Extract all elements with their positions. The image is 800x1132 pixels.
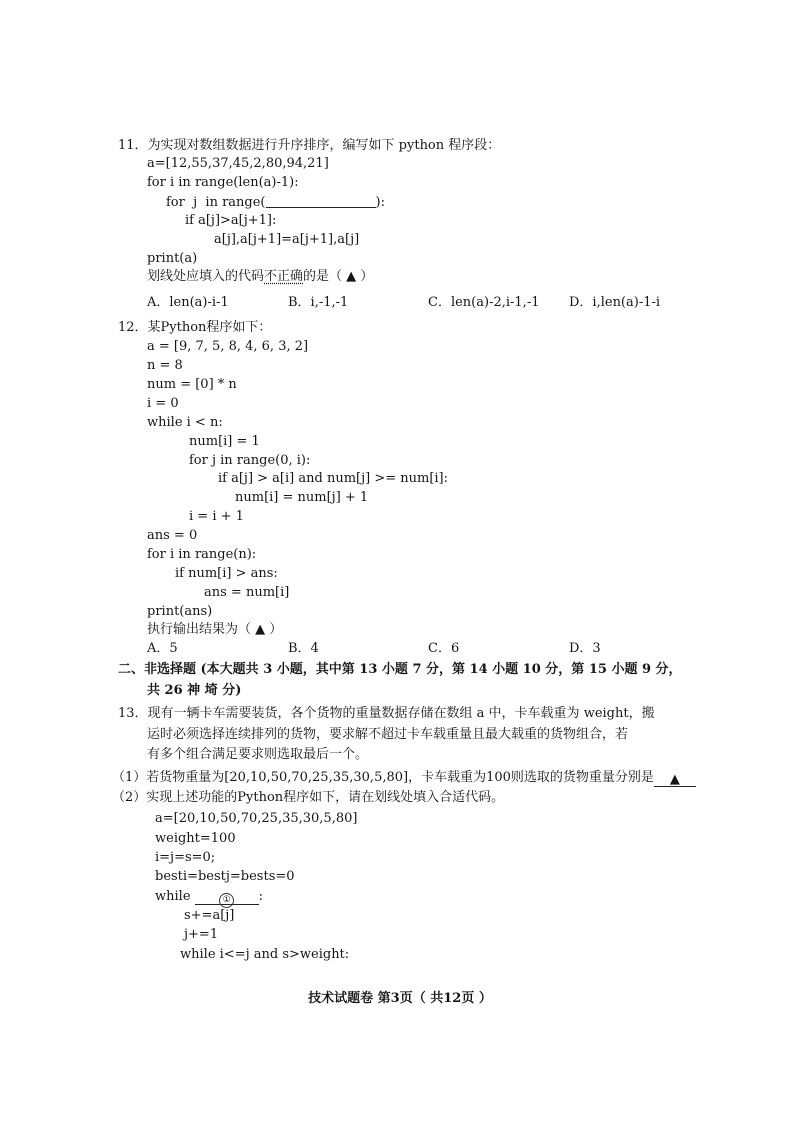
q13-part-1-text: （1）若货物重量为[20,10,50,70,25,35,30,5,80]，卡车载重为100则选取的货物重量分别是 <box>112 770 654 785</box>
q11-question <box>147 268 373 286</box>
q11-code-line-4: if a[j]>a[j+1]: <box>185 213 277 228</box>
q11-code-line-1: a=[12,55,37,45,2,80,94,21] <box>147 156 329 171</box>
q13-stem-line-1: 13．现有一辆卡车需要装货，各个货物的重量数据存储在数组 a 中，卡车载重为 weight，搬 <box>118 706 655 721</box>
q12-code-line-10: i = i + 1 <box>189 509 244 524</box>
q11-code-line-5: a[j],a[j+1]=a[j+1],a[j] <box>214 232 360 247</box>
q11-answer-blank[interactable] <box>266 193 376 208</box>
q13-part-2: （2）实现上述功能的Python程序如下，请在划线处填入合适代码。 <box>112 790 505 805</box>
q12-stem: 12．某Python程序如下： <box>118 320 272 335</box>
q11-question-emphasis: 不正确 <box>264 269 304 284</box>
section2-heading-line-1: 二、非选择题 (本大题共 3 小题，其中第 13 小题 7 分，第 14 小题 10 分，第 15 小题 9 分， <box>118 662 682 677</box>
q12-code-line-14: ans = num[i] <box>204 585 290 600</box>
q12-code-line-7: for j in range(0, i): <box>189 453 311 468</box>
q12-code-line-13: if num[i] > ans: <box>175 566 278 581</box>
q13-code-line-7: j+=1 <box>184 927 219 942</box>
q12-option-b: B．4 <box>288 641 319 656</box>
q12-code-line-6: num[i] = 1 <box>189 434 260 449</box>
q13-while-colon: : <box>258 889 264 904</box>
q12-code-line-11: ans = 0 <box>147 528 198 543</box>
q12-code-line-15: print(ans) <box>147 604 213 619</box>
q11-range-open: for j in range( <box>166 195 266 210</box>
q13-code-line-4: besti=bestj=bests=0 <box>155 869 295 884</box>
q11-code-line-2: for i in range(len(a)-1): <box>147 175 299 190</box>
q12-code-line-12: for i in range(n): <box>147 547 257 562</box>
q13-part-1 <box>112 769 696 787</box>
q13-code-line-3: i=j=s=0; <box>155 850 216 865</box>
q13-part-1-blank[interactable] <box>654 771 696 787</box>
q13-blank-1[interactable] <box>195 890 259 905</box>
q13-code-line-1: a=[20,10,50,70,25,35,30,5,80] <box>155 811 358 826</box>
q12-question: 执行输出结果为（ ▲ ） <box>147 622 283 637</box>
page-footer: 技术试题卷 第3页（ 共12页 ） <box>308 991 492 1006</box>
q11-stem: 11．为实现对数组数据进行升序排序，编写如下 python 程序段： <box>118 138 501 153</box>
q11-option-b: B．i,-1,-1 <box>288 295 349 310</box>
q12-code-line-2: n = 8 <box>147 358 183 373</box>
q12-code-line-8: if a[j] > a[i] and num[j] >= num[i]: <box>218 471 448 486</box>
q13-stem-line-2: 运时必须选择连续排列的货物，要求解不超过卡车载重量且最大载重的货物组合，若 <box>147 727 629 742</box>
q13-code-line-8: while i<=j and s>weight: <box>180 947 350 962</box>
q12-option-d: D．3 <box>569 641 601 656</box>
q13-code-line-5 <box>155 888 263 906</box>
q11-option-d: D．i,len(a)-1-i <box>569 295 661 310</box>
q11-option-c: C．len(a)-2,i-1,-1 <box>428 295 540 310</box>
q12-code-line-9: num[i] = num[j] + 1 <box>235 490 369 505</box>
q11-code-line-6: print(a) <box>147 251 198 266</box>
q12-code-line-4: i = 0 <box>147 396 179 411</box>
section2-heading-line-2: 共 26 神 埼 分) <box>147 683 242 698</box>
q12-option-c: C．6 <box>428 641 460 656</box>
q12-option-a: A．5 <box>147 641 178 656</box>
q12-code-line-1: a = [9, 7, 5, 8, 4, 6, 3, 2] <box>147 339 309 354</box>
q11-option-a: A．len(a)-i-1 <box>147 295 229 310</box>
q13-part-1-mark: ▲ <box>669 772 680 787</box>
q11-question-suffix: 的是（ ▲ ） <box>303 269 374 284</box>
q11-range-close: ): <box>375 195 385 210</box>
q13-stem-line-3: 有多个组合满足要求则选取最后一个。 <box>147 747 369 762</box>
q13-blank-1-marker: ① <box>219 893 234 908</box>
q12-code-line-3: num = [0] * n <box>147 377 237 392</box>
q13-code-line-6: s+=a[j] <box>184 908 235 923</box>
q13-code-line-2: weight=100 <box>155 831 236 846</box>
q12-code-line-5: while i < n: <box>147 415 223 430</box>
q13-while-keyword: while <box>155 889 195 904</box>
q11-code-line-3 <box>166 193 385 212</box>
q11-question-prefix: 划线处应填入的代码 <box>147 269 265 284</box>
